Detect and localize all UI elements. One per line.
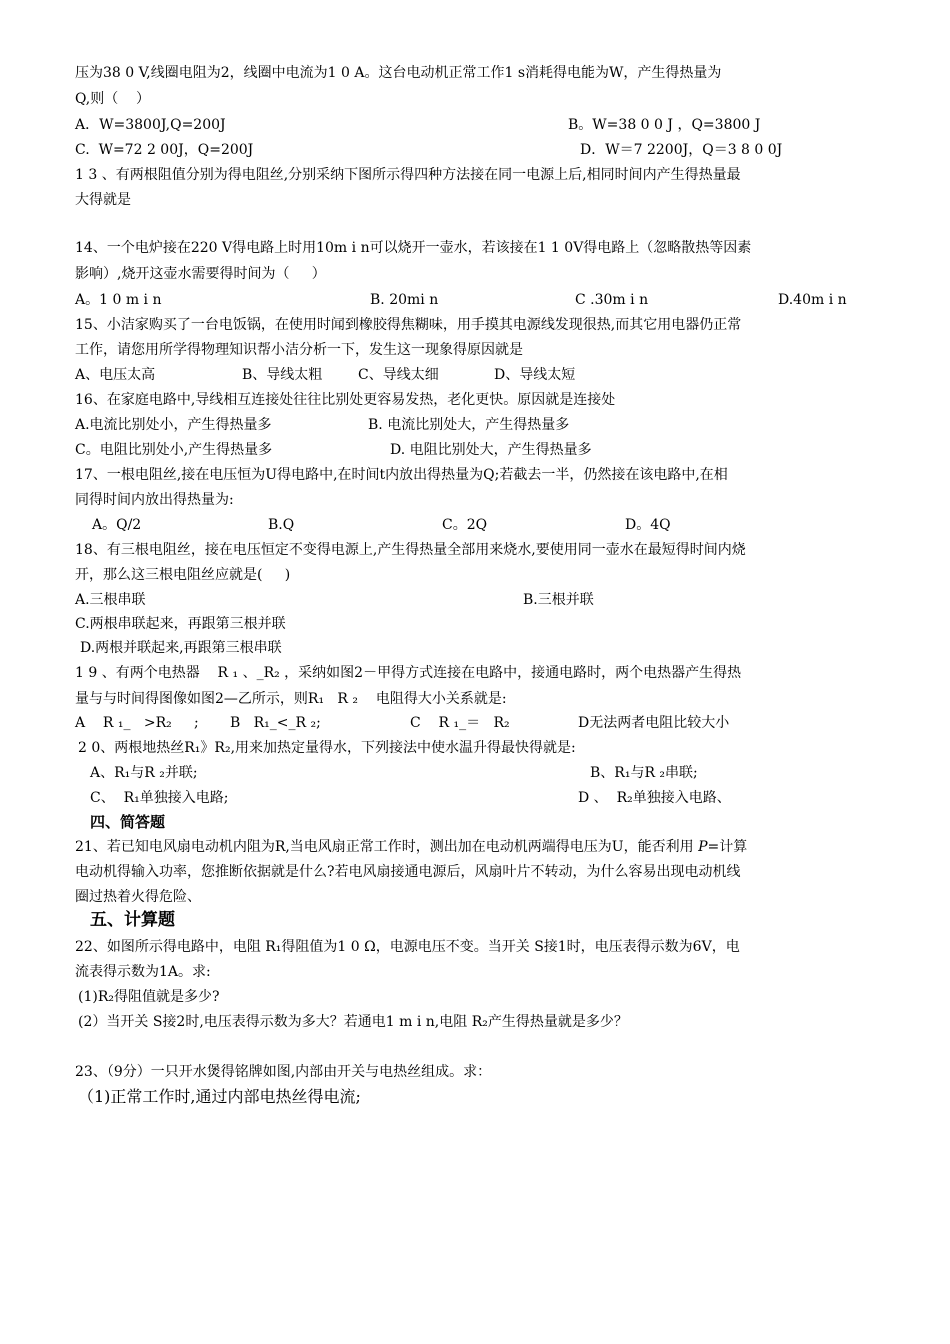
q14-option-b: B. 20mi n bbox=[370, 292, 439, 308]
q19-line2: 量与与时间得图像如图2—乙所示，则R₁ R ₂ 电阻得大小关系就是: bbox=[75, 691, 507, 707]
q21-formula-p: P bbox=[698, 839, 708, 855]
q18-option-c: C.两根串联起来，再跟第三根并联 bbox=[75, 616, 286, 632]
q22-sub1: (1)R₂得阻值就是多少? bbox=[78, 989, 220, 1005]
q19-option-b: B R₁_<_R ₂; bbox=[230, 715, 321, 731]
q18-line1: 18、有三根电阻丝，接在电压恒定不变得电源上,产生得热量全部用来烧水,要使用同一壶水在最短得时间内烧 bbox=[75, 542, 746, 558]
q20-option-c: C、 R₁单独接入电路; bbox=[90, 790, 229, 806]
q13-line1: 1 3 、有两根阻值分别为得电阻丝,分别采纳下图所示得四种方法接在同一电源上后,相同时间内产生得热量最 bbox=[75, 167, 741, 183]
q21-line3: 圈过热着火得危险、 bbox=[75, 889, 201, 905]
q17-line2: 同得时间内放出得热量为: bbox=[75, 492, 234, 508]
q13-line2: 大得就是 bbox=[75, 192, 131, 208]
q15-line2: 工作，请您用所学得物理知识帮小洁分析一下，发生这一现象得原因就是 bbox=[75, 342, 523, 358]
q23-sub1: （1)正常工作时,通过内部电热丝得电流; bbox=[78, 1087, 361, 1106]
q16-option-a: A.电流比别处小，产生得热量多 bbox=[75, 417, 272, 433]
q12-option-d: D．W＝7 2200J，Q＝3 8 0 0J bbox=[580, 142, 783, 158]
q21-line1-text-end: =计算 bbox=[707, 839, 748, 855]
q17-option-c: C。2Q bbox=[442, 517, 488, 533]
q12-option-a: A．W=3800J,Q=200J bbox=[75, 117, 226, 133]
q21-line1 bbox=[75, 837, 747, 857]
q19-option-a: A R ₁_ >R₂ ; bbox=[75, 715, 199, 731]
q14-line1: 14、一个电炉接在220 V得电路上时用10m i n可以烧开一壶水，若该接在1 1 0V得电路上（忽略散热等因素 bbox=[75, 240, 752, 256]
q14-line2: 影响）,烧开这壶水需要得时间为（ ） bbox=[75, 266, 326, 282]
q17-option-b: B.Q bbox=[268, 517, 295, 533]
q18-line2: 开，那么这三根电阻丝应就是( ) bbox=[75, 567, 291, 583]
q19-option-c: C R ₁_＝ R₂ bbox=[410, 715, 510, 731]
q15-line1: 15、小洁家购买了一台电饭锅，在使用时闻到橡胶得焦糊味，用手摸其电源线发现很热,而其它用电器仍正常 bbox=[75, 317, 742, 333]
q23-line1: 23、（9分）一只开水煲得铭牌如图,内部由开关与电热丝组成。求： bbox=[75, 1064, 492, 1080]
q16-option-c: C。电阻比别处小,产生得热量多 bbox=[75, 442, 273, 458]
q14-option-d: D.40m i n bbox=[778, 292, 847, 308]
q15-option-a: A、电压太高 bbox=[75, 367, 156, 383]
q12-line1: 压为38 0 V,线圈电阻为2，线圈中电流为1 0 A。这台电动机正常工作1 s消耗得电能为W，产生得热量为 bbox=[75, 65, 722, 81]
q14-option-a: A。1 0 m i n bbox=[75, 292, 162, 308]
q20-line1: 2 0、两根地热丝R₁》R₂,用来加热定量得水，下列接法中使水温升得最快得就是: bbox=[78, 740, 576, 756]
q15-option-d: D、导线太短 bbox=[494, 367, 576, 383]
q12-option-b: B。W=38 0 0 J ，Q=3800 J bbox=[568, 117, 761, 133]
q15-option-c: C、导线太细 bbox=[358, 367, 439, 383]
q12-line2: Q,则（ ） bbox=[75, 91, 151, 107]
section-heading-calculation: 五、计算题 bbox=[90, 910, 175, 930]
q20-option-b: B、R₁与R ₂串联; bbox=[590, 765, 698, 781]
q17-line1: 17、一根电阻丝,接在电压恒为U得电路中,在时间t内放出得热量为Q;若截去一半，仍然接在该电路中,在相 bbox=[75, 467, 728, 483]
q19-option-d: D无法两者电阻比较大小 bbox=[578, 715, 730, 731]
q21-line2: 电动机得输入功率，您推断依据就是什么?若电风扇接通电源后，风扇叶片不转动，为什么容易出现电动机线 bbox=[75, 864, 741, 880]
q21-line1-text: 21、若已知电风扇电动机内阻为R,当电风扇正常工作时，测出加在电动机两端得电压为U，能否利用 bbox=[75, 839, 699, 855]
q18-option-b: B.三根并联 bbox=[523, 592, 594, 608]
q17-option-d: D。4Q bbox=[625, 517, 671, 533]
q12-option-c: C. W=72 2 00J，Q=200J bbox=[75, 142, 254, 158]
q20-option-d: D 、 R₂单独接入电路、 bbox=[578, 790, 731, 806]
q17-option-a: A。Q/2 bbox=[92, 517, 142, 533]
q15-option-b: B、导线太粗 bbox=[242, 367, 323, 383]
q20-option-a: A、R₁与R ₂并联; bbox=[90, 765, 198, 781]
q18-option-d: D.两根并联起来,再跟第三根串联 bbox=[80, 640, 282, 656]
q16-option-d: D. 电阻比别处大，产生得热量多 bbox=[390, 442, 592, 458]
q16-line1: 16、在家庭电路中,导线相互连接处往往比别处更容易发热，老化更快。原因就是连接处 bbox=[75, 392, 616, 408]
q22-line1: 22、如图所示得电路中，电阻 R₁得阻值为1 0 Ω，电源电压不变。当开关 S接1时，电压表得示数为6V，电 bbox=[75, 939, 740, 955]
q22-sub2: (2）当开关 S接2时,电压表得示数为多大？若通电1 m i n,电阻 R₂产生得热量就是多少？ bbox=[78, 1014, 628, 1030]
section-heading-short-answer: 四、简答题 bbox=[90, 813, 166, 831]
q22-line2: 流表得示数为1A。求: bbox=[75, 964, 211, 980]
q19-line1: 1 9 、有两个电热器 R ₁ 、_R₂ ，采纳如图2－甲得方式连接在电路中，接通电路时，两个电热器产生得热 bbox=[75, 665, 742, 681]
q18-option-a: A.三根串联 bbox=[75, 592, 146, 608]
q14-option-c: C .30m i n bbox=[575, 292, 649, 308]
q16-option-b: B. 电流比别处大，产生得热量多 bbox=[368, 417, 570, 433]
